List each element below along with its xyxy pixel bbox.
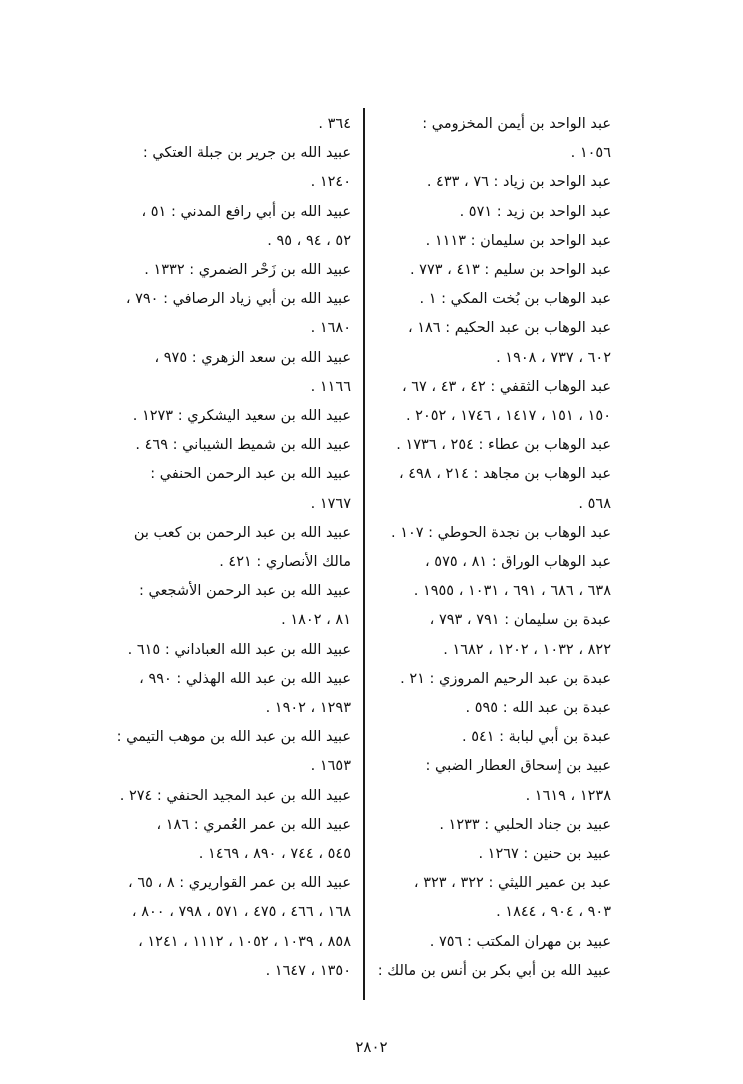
- index-line: ٥٦٨ .: [578, 495, 611, 512]
- index-line: عبد الوهاب الثقفي : ٤٢ ، ٤٣ ، ٦٧ ،: [401, 378, 611, 395]
- index-line: عبد الواحد بن زيد : ٥٧١ .: [459, 203, 611, 220]
- index-line: ٨٢٢ ، ١٠٣٢ ، ١٢٠٢ ، ١٦٨٢ .: [443, 641, 611, 658]
- index-line: ٥٤٥ ، ٧٤٤ ، ٨٩٠ ، ١٤٦٩ .: [198, 846, 351, 863]
- index-line: ١٦٥٣ .: [310, 758, 351, 775]
- index-line: عبيد الله بن أبي بكر بن أنس بن مالك :: [377, 962, 611, 979]
- index-line: ٨٥٨ ، ١٠٣٩ ، ١٠٥٢ ، ١١١٢ ، ١٢٤١ ،: [138, 933, 351, 950]
- index-line: ١٠٥٦ .: [570, 145, 611, 162]
- index-line: عبيد الله بن عبد الله العباداني : ٦١٥ .: [127, 641, 351, 658]
- index-line: عبيد الله بن عمر العُمري : ١٨٦ ،: [156, 816, 351, 833]
- index-line: ٣٦٤ .: [318, 116, 351, 132]
- index-line: عبيد بن مهران المكتب : ٧٥٦ .: [429, 933, 611, 950]
- index-line: عبيد بن حنين : ١٢٦٧ .: [478, 846, 611, 863]
- index-column-left: [106, 110, 351, 986]
- index-line: عبدة بن عبد الرحيم المروزي : ٢١ .: [400, 670, 611, 687]
- index-line: عبيد الله بن أبي زياد الرصافي : ٧٩٠ ،: [125, 291, 351, 308]
- index-line: عبد الوهاب بن بُخت المكي : ١ .: [419, 291, 611, 308]
- index-line: ١٥٠ ، ١٥١ ، ١٤١٧ ، ١٧٤٦ ، ٢٠٥٢ .: [405, 408, 611, 425]
- page-number: ٢٨٠٢: [355, 1038, 388, 1056]
- index-line: عبيد الله بن جرير بن جبلة العتكي :: [142, 145, 351, 162]
- index-line: عبيد الله بن شميط الشيباني : ٤٦٩ .: [135, 437, 351, 454]
- index-line: عبيد بن جناد الحلبي : ١٢٣٣ .: [439, 816, 611, 833]
- index-line: ١٦٨ ، ٤٦٦ ، ٤٧٥ ، ٥٧١ ، ٧٩٨ ، ٨٠٠ ،: [131, 904, 351, 921]
- index-line: ٦٣٨ ، ٦٨٦ ، ٦٩١ ، ١٠٣١ ، ١٩٥٥ .: [413, 583, 611, 600]
- index-line: ١٧٦٧ .: [310, 495, 351, 512]
- index-line: ١٢٩٣ ، ١٩٠٢ .: [265, 700, 351, 717]
- index-line: عبد الوهاب بن نجدة الحوطي : ١٠٧ .: [390, 524, 611, 541]
- index-line: عبدة بن عبد الله : ٥٩٥ .: [465, 700, 611, 717]
- index-line: ٩٠٣ ، ٩٠٤ ، ١٨٤٤ .: [496, 904, 611, 921]
- index-line: ٦٠٢ ، ٧٣٧ ، ١٩٠٨ .: [496, 349, 611, 366]
- index-line: عبدة بن أبي لبابة : ٥٤١ .: [461, 729, 611, 746]
- column-divider: [363, 108, 365, 1000]
- index-line: عبيد الله بن عبد الرحمن الحنفي :: [150, 466, 351, 483]
- index-line: ٨١ ، ١٨٠٢ .: [281, 612, 351, 629]
- index-line: عبيد الله بن عبد الله الهذلي : ٩٩٠ ،: [139, 670, 351, 687]
- index-line: ١٢٤٠ .: [310, 174, 351, 191]
- index-line: عبيد الله بن سعد الزهري : ٩٧٥ ،: [154, 349, 351, 366]
- index-line: عبد الواحد بن أيمن المخزومي :: [422, 116, 611, 132]
- index-line: عبيد بن إسحاق العطار الضبي :: [425, 758, 611, 775]
- index-line: عبيد الله بن عمر القواريري : ٨ ، ٦٥ ،: [128, 875, 351, 892]
- index-line: عبد الوهاب بن عبد الحكيم : ١٨٦ ،: [407, 320, 611, 337]
- index-line: ٥٢ ، ٩٤ ، ٩٥ .: [267, 232, 351, 249]
- index-line: عبيد الله بن سعيد اليشكري : ١٢٧٣ .: [132, 408, 351, 425]
- index-line: ١١٦٦ .: [310, 378, 351, 395]
- index-line: عبد الوهاب بن عطاء : ٢٥٤ ، ١٧٣٦ .: [396, 437, 611, 454]
- index-line: ١٣٥٠ ، ١٦٤٧ .: [265, 962, 351, 979]
- index-column-right: [366, 110, 611, 986]
- index-line: عبدة بن سليمان : ٧٩١ ، ٧٩٣ ،: [429, 612, 611, 629]
- index-line: عبد الواحد بن زياد : ٧٦ ، ٤٣٣ .: [426, 174, 611, 191]
- index-line: عبد بن عمير الليثي : ٣٢٢ ، ٣٢٣ ،: [413, 875, 611, 892]
- index-line: عبيد الله بن عبد الله بن موهب التيمي :: [116, 729, 351, 746]
- index-line: عبيد الله بن عبد المجيد الحنفي : ٢٧٤ .: [119, 787, 351, 804]
- index-line: عبيد الله بن عبد الرحمن الأشجعي :: [138, 583, 351, 600]
- index-line: عبيد الله بن زَحْر الضمري : ١٣٣٢ .: [144, 262, 351, 279]
- index-line: عبد الواحد بن سليمان : ١١١٣ .: [425, 232, 611, 249]
- index-line: ١٦٨٠ .: [310, 320, 351, 337]
- index-line: عبد الوهاب الوراق : ٨١ ، ٥٧٥ ،: [425, 554, 611, 571]
- index-line: مالك الأنصاري : ٤٢١ .: [219, 554, 351, 571]
- index-line: عبيد الله بن عبد الرحمن بن كعب بن: [133, 524, 351, 541]
- index-line: عبيد الله بن أبي رافع المدني : ٥١ ،: [141, 203, 351, 220]
- index-line: عبد الوهاب بن مجاهد : ٢١٤ ، ٤٩٨ ،: [398, 466, 611, 483]
- index-line: ١٢٣٨ ، ١٦١٩ .: [525, 787, 611, 804]
- index-line: عبد الواحد بن سليم : ٤١٣ ، ٧٧٣ .: [409, 262, 611, 279]
